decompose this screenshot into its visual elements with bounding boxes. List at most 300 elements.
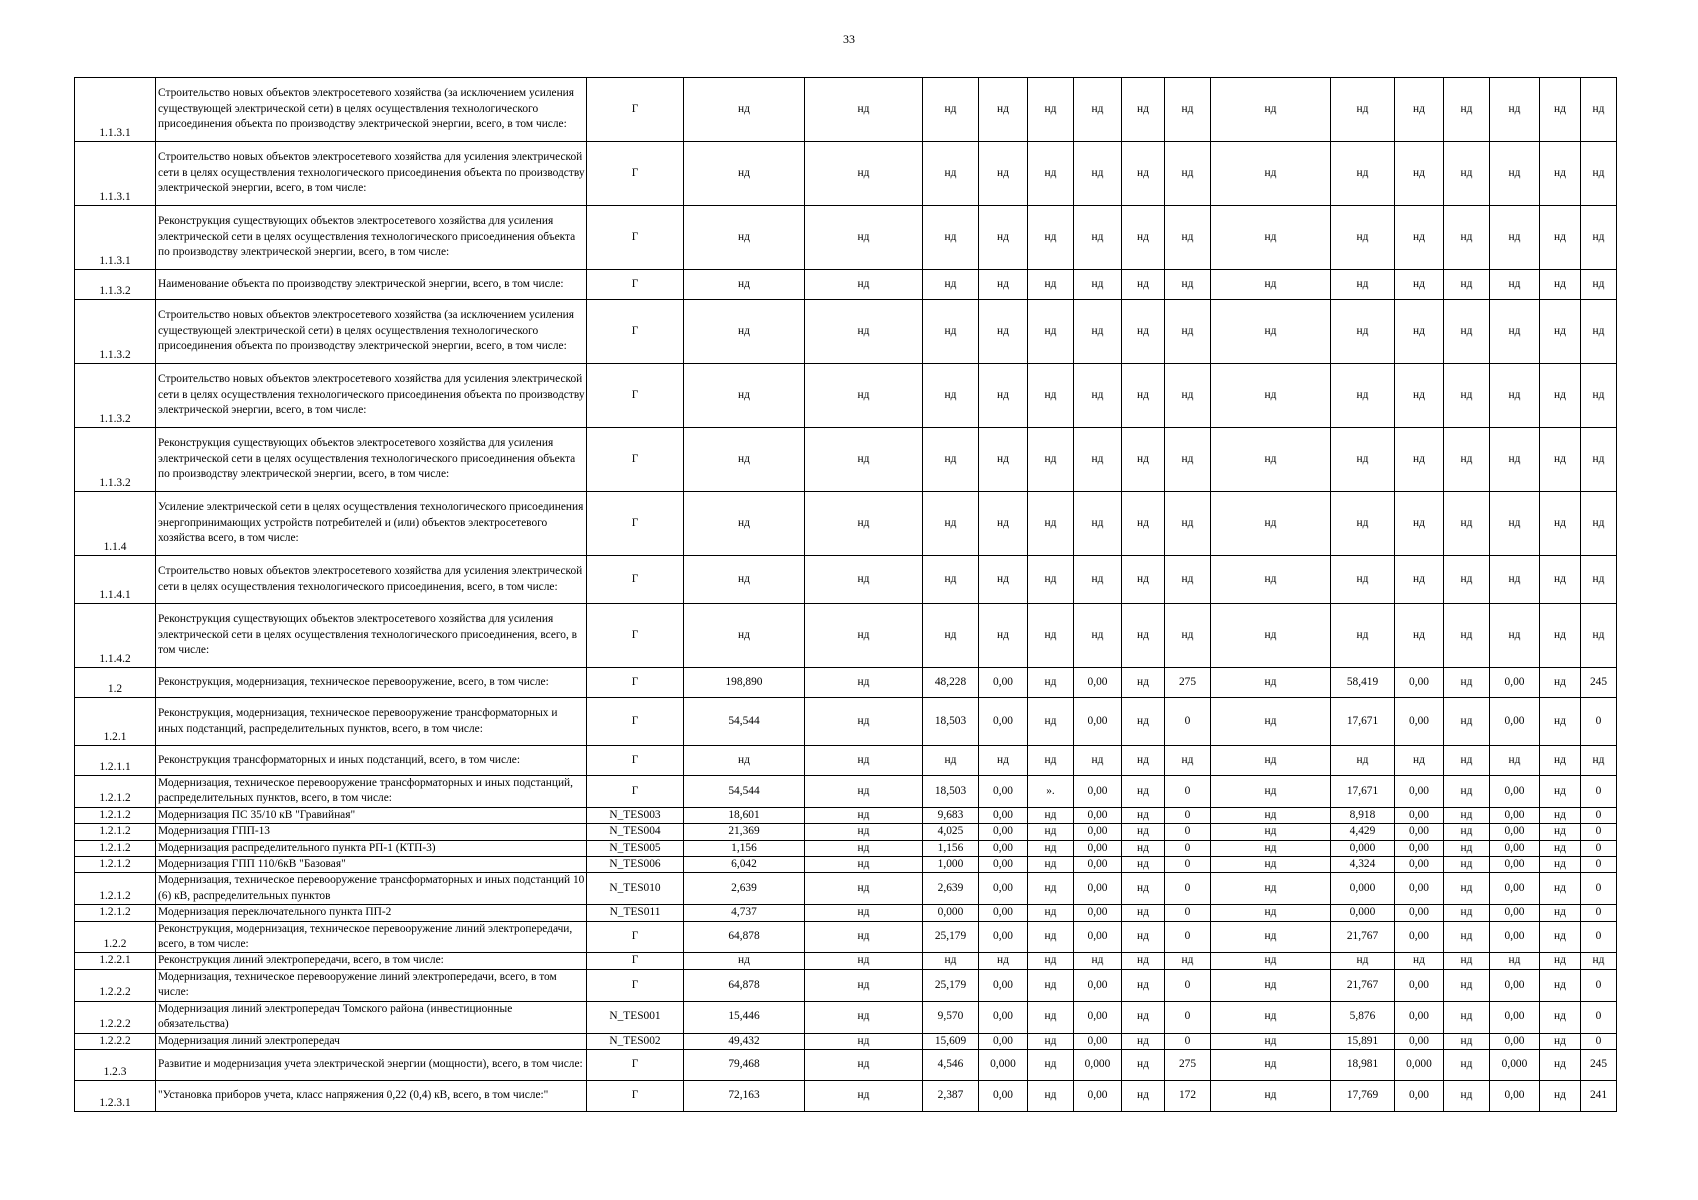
value-cell: нд (1211, 776, 1331, 808)
table-row (75, 492, 1617, 556)
value-cell: нд (1028, 1033, 1074, 1049)
value-cell: нд (1165, 556, 1211, 604)
value-cell: нд (1122, 668, 1165, 698)
value-cell: нд (1540, 142, 1581, 206)
value-cell: 0,00 (1395, 776, 1444, 808)
row-identifier: N_TES011 (587, 905, 684, 921)
value-cell: нд (684, 78, 805, 142)
value-cell: нд (1211, 270, 1331, 300)
row-name: Строительство новых объектов электросетевого хозяйства (за исключением усиления существующей электрической сети) в целях осуществления технологического присоединения объекта по производству электрической энергии, всего, в том числе: (156, 78, 587, 142)
value-cell: нд (1165, 142, 1211, 206)
row-code: 1.2 (75, 668, 156, 698)
value-cell: нд (805, 746, 923, 776)
value-cell: 0 (1165, 873, 1211, 905)
value-cell: 0,00 (1074, 857, 1122, 873)
value-cell: нд (1540, 206, 1581, 270)
value-cell: нд (1540, 969, 1581, 1001)
value-cell: нд (805, 905, 923, 921)
value-cell: нд (1540, 556, 1581, 604)
row-name: Реконструкция, модернизация, техническое перевооружение, всего, в том числе: (156, 668, 587, 698)
value-cell: нд (1444, 698, 1490, 746)
value-cell: 15,446 (684, 1001, 805, 1033)
value-cell: 0,000 (1490, 1049, 1540, 1080)
value-cell: нд (805, 364, 923, 428)
value-cell: нд (1331, 556, 1395, 604)
value-cell: нд (1211, 300, 1331, 364)
value-cell: нд (1581, 953, 1617, 969)
value-cell: нд (979, 78, 1028, 142)
value-cell: нд (1444, 840, 1490, 856)
value-cell: 58,419 (1331, 668, 1395, 698)
value-cell: нд (1490, 428, 1540, 492)
value-cell: нд (684, 953, 805, 969)
value-cell: нд (684, 556, 805, 604)
value-cell: нд (805, 857, 923, 873)
row-name: Реконструкция, модернизация, техническое перевооружение трансформаторных и иных подстанций, распределительных пунктов, всего, в том числе: (156, 698, 587, 746)
value-cell: 0,00 (1490, 969, 1540, 1001)
value-cell: ». (1028, 776, 1074, 808)
value-cell: нд (1211, 364, 1331, 428)
value-cell: нд (1074, 142, 1122, 206)
value-cell: нд (1490, 556, 1540, 604)
row-name: Развитие и модернизация учета электрической энергии (мощности), всего, в том числе: (156, 1049, 587, 1080)
value-cell: нд (1074, 556, 1122, 604)
value-cell: нд (1028, 364, 1074, 428)
table-row (75, 1033, 1617, 1049)
value-cell: нд (805, 270, 923, 300)
value-cell: 0,00 (1074, 840, 1122, 856)
value-cell: нд (1211, 807, 1331, 823)
value-cell: нд (684, 604, 805, 668)
value-cell: нд (1122, 492, 1165, 556)
value-cell: нд (1122, 1080, 1165, 1111)
value-cell: 18,601 (684, 807, 805, 823)
value-cell: нд (1540, 78, 1581, 142)
value-cell: 1,156 (684, 840, 805, 856)
value-cell: нд (1444, 807, 1490, 823)
value-cell: нд (979, 142, 1028, 206)
value-cell: нд (1211, 428, 1331, 492)
value-cell: 0,00 (1074, 873, 1122, 905)
value-cell: нд (1331, 206, 1395, 270)
table-row (75, 668, 1617, 698)
row-identifier: Г (587, 746, 684, 776)
value-cell: 54,544 (684, 698, 805, 746)
value-cell: нд (979, 270, 1028, 300)
value-cell: 0,00 (1395, 824, 1444, 840)
value-cell: нд (1331, 746, 1395, 776)
value-cell: нд (979, 746, 1028, 776)
value-cell: нд (1540, 746, 1581, 776)
value-cell: 0,00 (1395, 921, 1444, 953)
value-cell: нд (1490, 300, 1540, 364)
value-cell: нд (1122, 969, 1165, 1001)
value-cell: 0,00 (1395, 857, 1444, 873)
value-cell: 0,00 (1490, 873, 1540, 905)
value-cell: нд (1028, 698, 1074, 746)
value-cell: нд (1122, 206, 1165, 270)
value-cell: 0,00 (1395, 873, 1444, 905)
value-cell: нд (1581, 142, 1617, 206)
value-cell: нд (1581, 206, 1617, 270)
value-cell: 48,228 (923, 668, 979, 698)
value-cell: нд (1540, 921, 1581, 953)
row-name: Модернизация ГПП-13 (156, 824, 587, 840)
value-cell: нд (1122, 556, 1165, 604)
table-body (75, 78, 1617, 1112)
value-cell: нд (1395, 953, 1444, 969)
value-cell: нд (1122, 746, 1165, 776)
value-cell: нд (1444, 873, 1490, 905)
value-cell: 0,00 (1074, 824, 1122, 840)
value-cell: нд (1331, 300, 1395, 364)
value-cell: 4,429 (1331, 824, 1395, 840)
value-cell: нд (1028, 840, 1074, 856)
value-cell: нд (1028, 953, 1074, 969)
value-cell: нд (1028, 300, 1074, 364)
value-cell: 21,767 (1331, 969, 1395, 1001)
value-cell: нд (805, 492, 923, 556)
value-cell: нд (1490, 206, 1540, 270)
value-cell: нд (1028, 873, 1074, 905)
value-cell: нд (1331, 364, 1395, 428)
value-cell: нд (1028, 428, 1074, 492)
value-cell: нд (979, 206, 1028, 270)
value-cell: 0 (1581, 969, 1617, 1001)
value-cell: нд (1122, 78, 1165, 142)
value-cell: нд (684, 492, 805, 556)
value-cell: нд (1581, 364, 1617, 428)
value-cell: нд (1331, 142, 1395, 206)
value-cell: нд (1444, 206, 1490, 270)
value-cell: нд (1444, 857, 1490, 873)
value-cell: 21,767 (1331, 921, 1395, 953)
value-cell: 0,00 (1395, 840, 1444, 856)
row-name: Модернизация, техническое перевооружение линий электропередачи, всего, в том числе: (156, 969, 587, 1001)
value-cell: 0,000 (1331, 873, 1395, 905)
value-cell: нд (1122, 1033, 1165, 1049)
row-code: 1.1.3.2 (75, 364, 156, 428)
row-identifier: Г (587, 1080, 684, 1111)
table-row (75, 428, 1617, 492)
value-cell: 18,981 (1331, 1049, 1395, 1080)
row-code: 1.2.3.1 (75, 1080, 156, 1111)
value-cell: нд (1211, 905, 1331, 921)
value-cell: 0,00 (1074, 807, 1122, 823)
value-cell: нд (1165, 746, 1211, 776)
value-cell: нд (1074, 953, 1122, 969)
value-cell: нд (1122, 300, 1165, 364)
value-cell: нд (1395, 364, 1444, 428)
value-cell: 0,00 (1395, 1033, 1444, 1049)
value-cell: нд (684, 364, 805, 428)
row-name: Реконструкция линий электропередачи, всего, в том числе: (156, 953, 587, 969)
row-name: Модернизация переключательного пункта ПП-2 (156, 905, 587, 921)
value-cell: нд (1122, 824, 1165, 840)
value-cell: нд (979, 953, 1028, 969)
value-cell: нд (805, 428, 923, 492)
value-cell: нд (1165, 364, 1211, 428)
value-cell: нд (1028, 604, 1074, 668)
value-cell: 17,671 (1331, 698, 1395, 746)
value-cell: нд (979, 300, 1028, 364)
value-cell: нд (805, 873, 923, 905)
row-code: 1.2.1.2 (75, 807, 156, 823)
value-cell: нд (1444, 1080, 1490, 1111)
value-cell: 9,570 (923, 1001, 979, 1033)
row-code: 1.2.2 (75, 921, 156, 953)
value-cell: нд (1540, 364, 1581, 428)
value-cell: 0,00 (1490, 698, 1540, 746)
value-cell: нд (1540, 807, 1581, 823)
row-name: Модернизация ПС 35/10 кВ "Гравийная" (156, 807, 587, 823)
value-cell: нд (1122, 698, 1165, 746)
value-cell: нд (1211, 1049, 1331, 1080)
value-cell: нд (1444, 1049, 1490, 1080)
value-cell: 0,00 (979, 824, 1028, 840)
value-cell: нд (1395, 556, 1444, 604)
value-cell: нд (1165, 270, 1211, 300)
value-cell: 0,00 (979, 668, 1028, 698)
value-cell: 0 (1581, 840, 1617, 856)
page-number: 33 (843, 32, 855, 46)
value-cell: нд (1581, 556, 1617, 604)
value-cell: 0 (1581, 698, 1617, 746)
value-cell: 0,000 (979, 1049, 1028, 1080)
value-cell: нд (1211, 873, 1331, 905)
value-cell: нд (1444, 604, 1490, 668)
row-identifier: Г (587, 142, 684, 206)
value-cell: 0 (1165, 824, 1211, 840)
row-identifier: N_TES002 (587, 1033, 684, 1049)
value-cell: нд (805, 300, 923, 364)
value-cell: нд (1581, 604, 1617, 668)
value-cell: нд (1122, 1001, 1165, 1033)
value-cell: 0,00 (979, 905, 1028, 921)
value-cell: 25,179 (923, 921, 979, 953)
table-row (75, 364, 1617, 428)
value-cell: нд (1490, 953, 1540, 969)
value-cell: нд (1490, 78, 1540, 142)
value-cell: нд (805, 1080, 923, 1111)
row-code: 1.2.1 (75, 698, 156, 746)
value-cell: 172 (1165, 1080, 1211, 1111)
row-code: 1.1.3.1 (75, 142, 156, 206)
value-cell: нд (1581, 428, 1617, 492)
value-cell: нд (1122, 270, 1165, 300)
table-row (75, 270, 1617, 300)
value-cell: 0,00 (979, 1080, 1028, 1111)
value-cell: нд (1074, 206, 1122, 270)
value-cell: нд (1028, 1001, 1074, 1033)
value-cell: 0 (1165, 857, 1211, 873)
row-identifier: Г (587, 556, 684, 604)
value-cell: 0,000 (923, 905, 979, 921)
value-cell: нд (1395, 142, 1444, 206)
value-cell: 0,00 (1395, 969, 1444, 1001)
value-cell: 0,00 (1395, 668, 1444, 698)
value-cell: 0 (1581, 807, 1617, 823)
value-cell: нд (1122, 807, 1165, 823)
row-name: Реконструкция существующих объектов электросетевого хозяйства для усиления электрической сети в целях осуществления технологического присоединения объекта по производству электрической энергии, всего, в том числе: (156, 428, 587, 492)
value-cell: нд (805, 556, 923, 604)
row-name: Строительство новых объектов электросетевого хозяйства для усиления электрической сети в целях осуществления технологического присоединения объекта по производству электрической энергии, всего, в том числе: (156, 142, 587, 206)
value-cell: нд (1444, 668, 1490, 698)
row-code: 1.2.3 (75, 1049, 156, 1080)
value-cell: 245 (1581, 668, 1617, 698)
row-name: Модернизация линий электропередач Томского района (инвестиционные обязательства) (156, 1001, 587, 1033)
value-cell: нд (1122, 776, 1165, 808)
row-identifier: Г (587, 921, 684, 953)
row-identifier: Г (587, 776, 684, 808)
value-cell: нд (684, 270, 805, 300)
value-cell: 0,00 (979, 921, 1028, 953)
value-cell: 49,432 (684, 1033, 805, 1049)
value-cell: 0 (1165, 1001, 1211, 1033)
value-cell: 64,878 (684, 969, 805, 1001)
value-cell: 0,00 (1074, 1080, 1122, 1111)
value-cell: нд (1165, 492, 1211, 556)
value-cell: нд (1122, 428, 1165, 492)
row-identifier: Г (587, 78, 684, 142)
value-cell: нд (1444, 364, 1490, 428)
row-code: 1.1.4.1 (75, 556, 156, 604)
value-cell: нд (1331, 953, 1395, 969)
row-identifier: Г (587, 364, 684, 428)
value-cell: 8,918 (1331, 807, 1395, 823)
value-cell: нд (1444, 142, 1490, 206)
value-cell: нд (1444, 300, 1490, 364)
value-cell: нд (1211, 668, 1331, 698)
row-name: Усиление электрической сети в целях осуществления технологического присоединения энергопринимающих устройств потребителей и (или) объектов электросетевого хозяйства всего, в том числе: (156, 492, 587, 556)
row-identifier: N_TES001 (587, 1001, 684, 1033)
table-row (75, 824, 1617, 840)
value-cell: 0,00 (1074, 1001, 1122, 1033)
value-cell: 54,544 (684, 776, 805, 808)
value-cell: нд (1581, 746, 1617, 776)
value-cell: 0,00 (1490, 824, 1540, 840)
value-cell: 0,00 (979, 969, 1028, 1001)
row-code: 1.2.2.2 (75, 1033, 156, 1049)
value-cell: 0 (1581, 776, 1617, 808)
value-cell: нд (1211, 1080, 1331, 1111)
value-cell: нд (805, 1033, 923, 1049)
value-cell: 0,00 (1490, 807, 1540, 823)
value-cell: 0 (1165, 905, 1211, 921)
value-cell: 25,179 (923, 969, 979, 1001)
row-identifier: N_TES010 (587, 873, 684, 905)
value-cell: нд (923, 604, 979, 668)
value-cell: 0,00 (1395, 1001, 1444, 1033)
value-cell: 0 (1581, 1001, 1617, 1033)
value-cell: 4,737 (684, 905, 805, 921)
row-identifier: N_TES003 (587, 807, 684, 823)
value-cell: 198,890 (684, 668, 805, 698)
table-row (75, 604, 1617, 668)
table-row (75, 300, 1617, 364)
value-cell: нд (805, 604, 923, 668)
value-cell: нд (1028, 857, 1074, 873)
value-cell: нд (1211, 824, 1331, 840)
value-cell: нд (1211, 921, 1331, 953)
value-cell: нд (1444, 428, 1490, 492)
value-cell: 2,639 (684, 873, 805, 905)
value-cell: нд (1444, 1001, 1490, 1033)
value-cell: нд (1395, 78, 1444, 142)
value-cell: 17,769 (1331, 1080, 1395, 1111)
row-code: 1.2.2.1 (75, 953, 156, 969)
value-cell: нд (1444, 905, 1490, 921)
value-cell: нд (1122, 953, 1165, 969)
value-cell: 0,00 (979, 1001, 1028, 1033)
row-identifier: N_TES006 (587, 857, 684, 873)
value-cell: нд (805, 1001, 923, 1033)
value-cell: нд (1074, 364, 1122, 428)
row-identifier: Г (587, 300, 684, 364)
table-row (75, 776, 1617, 808)
value-cell: нд (1331, 604, 1395, 668)
value-cell: нд (1028, 824, 1074, 840)
value-cell: 0 (1581, 921, 1617, 953)
value-cell: нд (1395, 300, 1444, 364)
value-cell: 79,468 (684, 1049, 805, 1080)
value-cell: нд (1074, 604, 1122, 668)
value-cell: 0,00 (1490, 921, 1540, 953)
value-cell: 72,163 (684, 1080, 805, 1111)
value-cell: 0 (1165, 698, 1211, 746)
value-cell: нд (923, 78, 979, 142)
value-cell: нд (1211, 1033, 1331, 1049)
row-identifier: N_TES005 (587, 840, 684, 856)
value-cell: нд (1028, 1080, 1074, 1111)
row-identifier: Г (587, 1049, 684, 1080)
row-code: 1.1.3.2 (75, 300, 156, 364)
value-cell: 0 (1581, 905, 1617, 921)
value-cell: 0,00 (1490, 776, 1540, 808)
value-cell: нд (1444, 921, 1490, 953)
value-cell: нд (1540, 1080, 1581, 1111)
value-cell: 0 (1581, 873, 1617, 905)
value-cell: нд (923, 492, 979, 556)
value-cell: 0,000 (1331, 840, 1395, 856)
value-cell: нд (923, 364, 979, 428)
row-identifier: Г (587, 492, 684, 556)
value-cell: нд (684, 300, 805, 364)
value-cell: нд (923, 556, 979, 604)
value-cell: 0 (1165, 807, 1211, 823)
value-cell: нд (1211, 492, 1331, 556)
table-row (75, 873, 1617, 905)
value-cell: нд (1211, 969, 1331, 1001)
value-cell: нд (1540, 698, 1581, 746)
value-cell: нд (1211, 206, 1331, 270)
value-cell: нд (1444, 556, 1490, 604)
value-cell: нд (1028, 1049, 1074, 1080)
value-cell: нд (1331, 270, 1395, 300)
value-cell: 5,876 (1331, 1001, 1395, 1033)
row-name: Модернизация линий электропередач (156, 1033, 587, 1049)
value-cell: нд (1395, 492, 1444, 556)
value-cell: нд (684, 142, 805, 206)
value-cell: нд (1211, 78, 1331, 142)
value-cell: нд (923, 953, 979, 969)
value-cell: 0 (1165, 969, 1211, 1001)
row-code: 1.2.1.2 (75, 840, 156, 856)
value-cell: нд (1540, 668, 1581, 698)
value-cell: нд (1444, 78, 1490, 142)
value-cell: 0,00 (1490, 857, 1540, 873)
row-identifier: N_TES004 (587, 824, 684, 840)
